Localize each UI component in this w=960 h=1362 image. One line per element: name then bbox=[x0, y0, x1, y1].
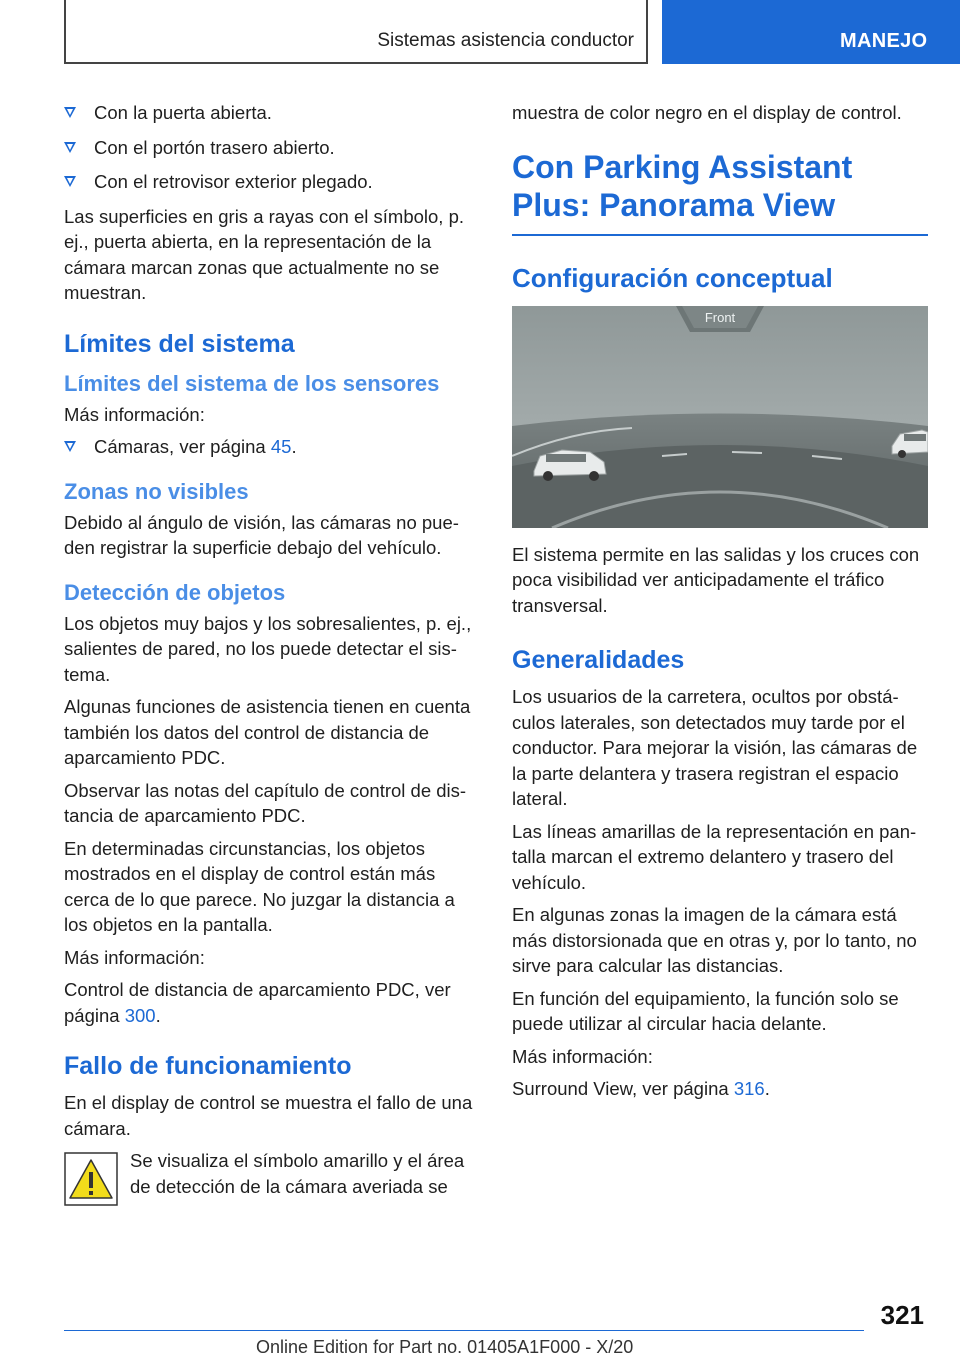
footer-divider bbox=[64, 1330, 864, 1331]
paragraph: En el display de control se muestra el fallo de una cámara. bbox=[64, 1092, 473, 1139]
list-item bbox=[64, 135, 480, 161]
camera-front-label: Front bbox=[704, 309, 736, 325]
paragraph: Debido al ángulo de visión, las cámaras no pueden registrar la superficie debajo del vehículo. bbox=[64, 511, 459, 558]
warning-triangle-icon bbox=[64, 1152, 118, 1206]
paragraph: Los objetos muy bajos y los sobresalientes, p. ej., salientes de pared, no los puede detectar el sistema. bbox=[64, 612, 472, 685]
page-number: 321 bbox=[880, 1300, 924, 1330]
triangle-bullet-icon bbox=[64, 107, 76, 118]
panorama-camera-image bbox=[512, 306, 928, 528]
warning-text: Se visualiza el símbolo amarillo y el área de detección de la cámara averiada se bbox=[130, 1150, 465, 1197]
list-item bbox=[64, 100, 480, 126]
page-link[interactable]: 300 bbox=[124, 1004, 156, 1026]
right-column bbox=[512, 100, 928, 1109]
left-column bbox=[64, 100, 480, 1206]
paragraph: El sistema permite en las salidas y los cruces con poca visibilidad ver anticipadamente el tráfico transversal. bbox=[512, 543, 920, 616]
cross-reference bbox=[64, 977, 480, 1028]
list-item bbox=[64, 434, 480, 460]
triangle-bullet-icon bbox=[64, 441, 76, 452]
heading-general: Generalidades bbox=[512, 646, 685, 674]
list-item bbox=[64, 169, 480, 195]
page-link[interactable]: 45 bbox=[270, 436, 292, 457]
more-info-label: Más información: bbox=[512, 1045, 653, 1067]
heading-conceptual-configuration: Configuración conceptual bbox=[512, 262, 833, 293]
list-item-text: Cámaras, ver página bbox=[94, 436, 271, 457]
punctuation: . bbox=[291, 436, 297, 457]
paragraph: En determinadas circunstancias, los objetos mostrados en el display de control están más cerca de lo que parece. No juzgar la distancia a los objetos en la pantalla. bbox=[64, 837, 455, 935]
header-chapter-label: MANEJO bbox=[840, 30, 928, 52]
heading-sensor-limits: Límites del sistema de los sensores bbox=[64, 370, 440, 396]
paragraph: Las superficies en gris a rayas con el símbolo, p. ej., puerta abierta, en la representación de la cámara marcan zonas que actualmente no se muestran. bbox=[64, 205, 464, 303]
list-item-text: Con el retrovisor exterior plegado. bbox=[94, 171, 373, 192]
header-chapter-tab[interactable] bbox=[662, 0, 960, 64]
reference-text: Surround View, ver página bbox=[512, 1078, 734, 1099]
header-section-box bbox=[64, 0, 648, 64]
reference-text: Control de distancia de aparcamiento PDC, ver página bbox=[64, 979, 451, 1026]
paragraph: muestra de color negro en el display de control. bbox=[512, 102, 902, 123]
heading-non-visible-zones: Zonas no visibles bbox=[64, 478, 249, 504]
triangle-bullet-icon bbox=[64, 176, 76, 187]
more-info-label: Más información: bbox=[64, 403, 205, 425]
paragraph: En algunas zonas la imagen de la cámara está más distorsionada que en otras y, por lo tanto, no sirve para calcular las distancias. bbox=[512, 904, 917, 976]
heading-malfunction: Fallo de funcionamiento bbox=[64, 1052, 352, 1080]
punctuation: . bbox=[155, 1004, 161, 1026]
paragraph: Los usuarios de la carretera, ocultos por obstáculos laterales, son detectados muy tarde por el conductor. Para mejorar la visión, las cámaras de la parte delantera y trasera registran el espacio lateral. bbox=[512, 686, 918, 809]
footer-edition: Online Edition for Part no. 01405A1F000 - X/20 bbox=[256, 1337, 634, 1357]
paragraph: Las líneas amarillas de la representación en pantalla marcan el extremo delantero y trasero del vehículo. bbox=[512, 820, 917, 893]
header-section-title: Sistemas asistencia conductor bbox=[377, 30, 634, 51]
paragraph: Algunas funciones de asistencia tienen en cuenta también los datos del control de distancia de aparcamiento PDC. bbox=[64, 696, 471, 768]
more-info-label: Más información: bbox=[64, 946, 205, 968]
cross-reference bbox=[512, 1076, 928, 1102]
page-link[interactable]: 316 bbox=[733, 1078, 765, 1099]
heading-object-detection: Detección de objetos bbox=[64, 579, 286, 605]
heading-panorama-view: Con Parking Assistant Plus: Panorama View bbox=[512, 148, 928, 236]
paragraph: En función del equipamiento, la función solo se puede utilizar al circular hacia delante. bbox=[512, 987, 899, 1034]
list-item-text: Con la puerta abierta. bbox=[94, 102, 272, 123]
triangle-bullet-icon bbox=[64, 142, 76, 153]
list-item-text: Con el portón trasero abierto. bbox=[94, 136, 335, 158]
punctuation: . bbox=[764, 1078, 770, 1099]
warning-note bbox=[64, 1148, 480, 1199]
heading-system-limits: Límites del sistema bbox=[64, 329, 295, 358]
paragraph: Observar las notas del capítulo de control de distancia de aparcamiento PDC. bbox=[64, 779, 467, 826]
